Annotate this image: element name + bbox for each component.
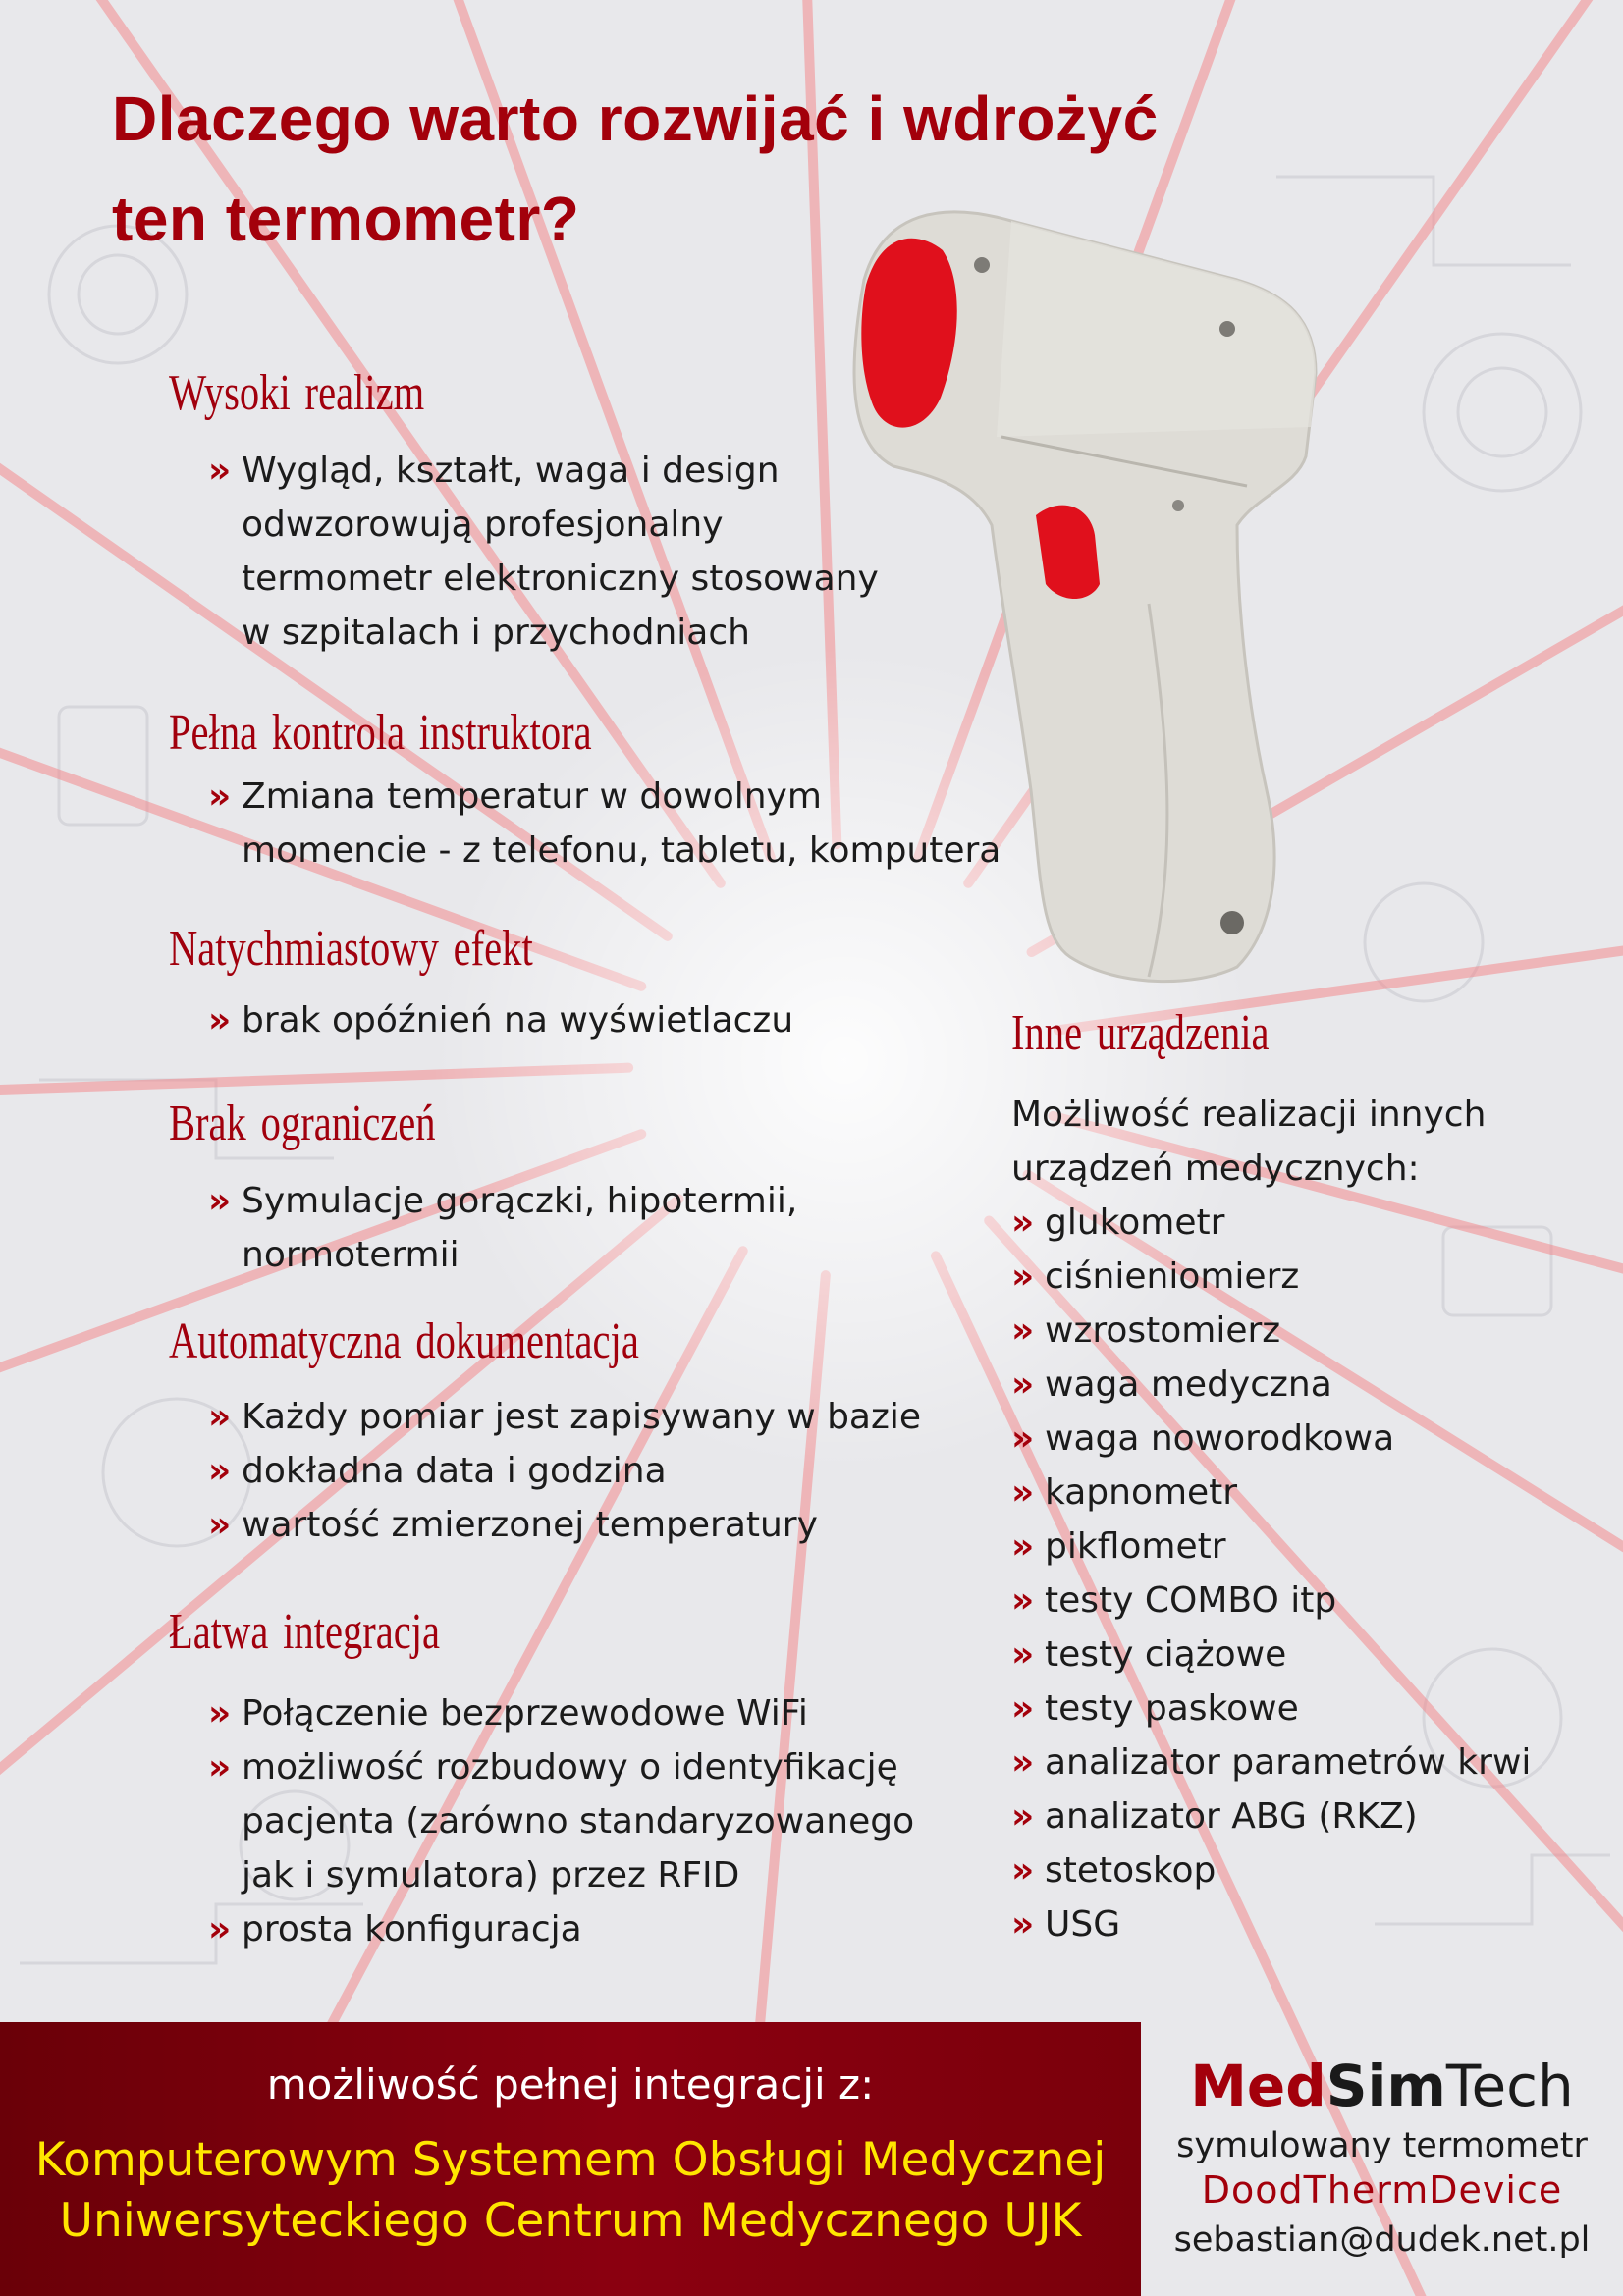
section-heading: Łatwa integracja: [169, 1604, 441, 1660]
section-heading: Automatyczna dokumentacja: [169, 1313, 639, 1369]
device-list-item: » waga noworodkowa: [1011, 1412, 1600, 1466]
other-devices-intro: Możliwość realizacji innych urządzeń medycznych:: [1011, 1095, 1487, 1189]
section-heading: Inne urządzenia: [1011, 1005, 1270, 1061]
bullet-icon: »: [208, 1909, 232, 1949]
brand-logo: MedSimTech: [1190, 2053, 1574, 2119]
section-heading: Brak ograniczeń: [169, 1095, 436, 1151]
bullet-icon: »: [1011, 1634, 1035, 1675]
footer-brand-panel: [1141, 2022, 1623, 2296]
bullet-icon: »: [208, 1181, 232, 1221]
list-item: » Każdy pomiar jest zapisywany w bazie: [208, 1390, 994, 1444]
section-high-realism: [169, 361, 935, 660]
device-list-item: » analizator ABG (RKZ): [1011, 1789, 1600, 1843]
device-list-item: » testy COMBO itp: [1011, 1574, 1600, 1628]
bullet-icon: »: [1011, 1472, 1035, 1513]
device-list-item: » glukometr: [1011, 1196, 1600, 1250]
bullet-icon: »: [1011, 1310, 1035, 1351]
title-line-2: ten termometr?: [112, 184, 580, 254]
device-list-item: » testy paskowe: [1011, 1682, 1600, 1735]
bullet-icon: »: [1011, 1688, 1035, 1729]
device-name: DoodThermDevice: [1201, 2168, 1563, 2212]
bullet-icon: »: [208, 451, 232, 491]
bullet-icon: »: [1011, 1202, 1035, 1243]
contact-email[interactable]: sebastian@dudek.net.pl: [1173, 2220, 1591, 2260]
device-list-item: » wzrostomierz: [1011, 1304, 1600, 1358]
list-item: » Symulacje gorączki, hipotermii, normotermii: [208, 1174, 837, 1282]
list-item: » Wygląd, kształt, waga i design odwzorowują profesjonalny termometr elektroniczny stosowany w szpitalach i przychodniach: [208, 444, 915, 660]
section-auto-documentation: [169, 1309, 1013, 1552]
bullet-icon: »: [1011, 1364, 1035, 1405]
list-item: » wartość zmierzonej temperatury: [208, 1498, 994, 1552]
section-other-devices: [1011, 1001, 1600, 1951]
bullet-icon: »: [208, 1397, 232, 1437]
devices-list: [1011, 1196, 1600, 1951]
bullet-icon: »: [1011, 1526, 1035, 1567]
device-list-item: » stetoskop: [1011, 1843, 1600, 1897]
footer-system-line-2: Uniwersyteckiego Centrum Medycznego UJK: [59, 2194, 1082, 2248]
bullet-icon: »: [1011, 1256, 1035, 1297]
bullet-icon: »: [208, 1000, 232, 1041]
bullet-icon: »: [1011, 1742, 1035, 1783]
list-item: » możliwość rozbudowy o identyfikację pacjenta (zarówno standaryzowanego jak i symulatora) przez RFID: [208, 1740, 935, 1902]
footer-integration-banner: [0, 2022, 1141, 2296]
list-item: » brak opóźnień na wyświetlaczu: [208, 993, 994, 1047]
device-list-item: » pikflometr: [1011, 1520, 1600, 1574]
section-heading: Natychmiastowy efekt: [169, 921, 533, 977]
section-no-limits: [169, 1092, 1013, 1282]
list-item: » prosta konfiguracja: [208, 1902, 935, 1956]
device-list-item: » ciśnieniomierz: [1011, 1250, 1600, 1304]
bullet-icon: »: [208, 1505, 232, 1545]
bullet-icon: »: [208, 1747, 232, 1788]
bullet-icon: »: [208, 776, 232, 817]
title-line-1: Dlaczego warto rozwijać i wdrożyć: [112, 83, 1159, 154]
list-item: » dokładna data i godzina: [208, 1444, 994, 1498]
section-easy-integration: [169, 1600, 1013, 1956]
bullet-icon: »: [1011, 1796, 1035, 1837]
device-list-item: » testy ciążowe: [1011, 1628, 1600, 1682]
footer-intro: możliwość pełnej integracji z:: [266, 2060, 875, 2109]
bullet-icon: »: [208, 1451, 232, 1491]
bullet-icon: »: [1011, 1904, 1035, 1945]
bullet-icon: »: [1011, 1418, 1035, 1459]
list-item: » Zmiana temperatur w dowolnym momencie - z telefonu, tabletu, komputera: [208, 770, 1013, 878]
bullet-icon: »: [1011, 1580, 1035, 1621]
list-item: » Połączenie bezprzewodowe WiFi: [208, 1686, 935, 1740]
device-list-item: » kapnometr: [1011, 1466, 1600, 1520]
section-heading: Wysoki realizm: [169, 365, 425, 421]
device-list-item: » waga medyczna: [1011, 1358, 1600, 1412]
product-subtitle: symulowany termometr: [1176, 2126, 1588, 2165]
section-instant-effect: [169, 917, 1013, 1047]
footer-system-name: [0, 2130, 1141, 2252]
section-heading: Pełna kontrola instruktora: [169, 705, 592, 761]
bullet-icon: »: [1011, 1850, 1035, 1891]
footer-system-line-1: Komputerowym Systemem Obsługi Medycznej: [34, 2133, 1107, 2187]
bullet-icon: »: [208, 1693, 232, 1734]
device-list-item: » USG: [1011, 1897, 1600, 1951]
section-instructor-control: [169, 701, 1053, 878]
device-list-item: » analizator parametrów krwi: [1011, 1735, 1600, 1789]
